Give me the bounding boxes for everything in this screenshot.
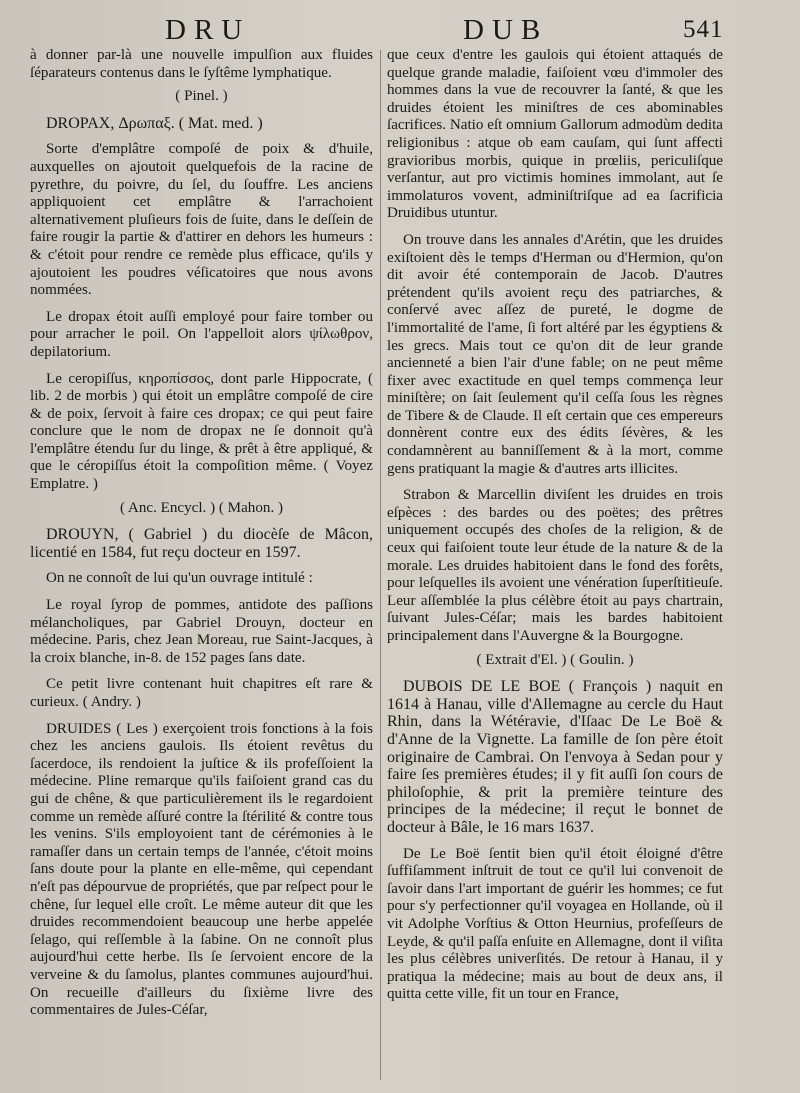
paragraph: De Le Boë ſentit bien qu'il étoit éloigné d'être ſuffiſamment inſtruit de tout ce qu'il lui convenoit de ſavoir dans l'art important de guérir les hommes; ce fut pour s'y perfectionner qu'il voyagea en Hollande, où il vit Adolphe Vorſtius & Otton Heurnius, profeſſeurs de Leyde, & qu'il paſſa enſuite en Allemagne, dont il viſita les plus célèbres univerſités. De retour à Hanau, il y pratiqua la médecine; mais au bout de deux ans, il quitta cette ville, fit un tour en France, bbox=[387, 845, 723, 1003]
right-column bbox=[387, 47, 723, 1087]
header-right-word: DUB bbox=[463, 14, 549, 46]
paragraph: DROUYN, ( Gabriel ) du diocèſe de Mâcon, licentié en 1584, fut reçu docteur en 1597. bbox=[30, 526, 373, 561]
paragraph: DROPAX, Δρωπαξ. ( Mat. med. ) bbox=[46, 114, 263, 132]
page-number: 541 bbox=[683, 16, 724, 43]
paragraph: On trouve dans les annales d'Arétin, que les druides exiſtoient dès le temps d'Herman ou d'Hermion, qu'on dit avoir été contemporain de Jacob. D'autres prétendent qu'ils avoient reçu des patriarches, & conſervé avec aſſez de pureté, le dogme de l'immortalité de l'ame, ſi fort altéré par les égyptiens & les grecs. Mais tout ce qu'on dit de leur grande ancienneté a bien l'air d'une fable; on ne peut même fixer avec exactitude en quel temps commença leur miniſtère; on ſait ſeulement qu'il ceſſa ſous les règnes de Tibere & de Claude. Il eſt certain que ces empereurs donnèrent contre eux des édits ſévères, & les condamnèrent au banniſſement & à la mort, comme gens pratiquant la magie & d'autres arts illicites. bbox=[387, 231, 723, 477]
paragraph: Sorte d'emplâtre compoſé de poix & d'huile, auxquelles on ajoutoit quelquefois de la racine de pyrethre, du poivre, du ſel, du ſouffre. Les anciens appliquoient cet emplâtre & l'arrachoient alternativement pluſieurs fois de ſuite, dans le deſſein de faire rougir la partie & d'attirer en dehors les humeurs : & c'étoit pour rendre ce remède plus efficace, qu'ils y ajoutoient les poudres véſicatoires que nous avons nommées. bbox=[30, 141, 373, 299]
paragraph: que ceux d'entre les gaulois qui étoient attaqués de quelque grande maladie, faiſoient vœu d'immoler des hommes dans la vue de recouvrer la ſanté, & que les druides étoient les miniſtres de ces abominables ſacrifices. Natio eſt omnium Gallorum admodùm dedita religionibus : atque ob eam cauſam, qui ſunt affecti gravioribus morbis, quique in prœliis, periculiſque verſantur, aut pro victimis homines immolant, aut ſe immolaturos vovent, adminiſtriſque ad ea ſacrificia Druidibus utuntur. bbox=[387, 47, 723, 222]
paragraph: à donner par-là une nouvelle impulſion aux fluides ſéparateurs contenus dans le ſyſtême lymphatique. bbox=[30, 47, 373, 81]
running-header bbox=[0, 10, 800, 46]
paragraph: On ne connoît de lui qu'un ouvrage intitulé : bbox=[46, 570, 313, 587]
paragraph: Le royal ſyrop de pommes, antidote des paſſions mélancholiques, par Gabriel Drouyn, docteur en médecine. Paris, chez Jean Moreau, rue Saint-Jacques, à la croix blanche, in-8. de 152 pages ſans date. bbox=[30, 597, 373, 666]
left-column bbox=[30, 47, 373, 1087]
paragraph: DRUIDES ( Les ) exerçoient trois fonctions à la fois chez les anciens gaulois. Ils étoient revêtus du ſacerdoce, ils rendoient la juſtice & ils profeſſoient la médecine. Pline remarque qu'ils faiſoient grand cas du gui de chêne, & que particulièrement ils le regardoient comme un remède aſſuré contre la ſtérilité & contre tous les venins. S'ils employoient tant de cérémonies à le ramaſſer dans un certain temps de l'année, c'étoit moins ſans doute pour la plante en elle-même, qui cependant n'eſt pas dépourvue de propriétés, que par reſpect pour le chêne, ſur lequel elle croît. Le même auteur dit que les druides recommendoient beaucoup une herbe appelée ſelago, qui reſſemble à la ſabine. On ne connoît plus aujourd'hui cette herbe. Ils ſe ſervoient encore de la verveine & du ſamolus, plantes communes aujourd'hui. On recueille d'ailleurs du ſixième livre des commentaires de Jules-Céſar, bbox=[30, 720, 373, 1019]
paragraph: Le dropax étoit auſſi employé pour faire tomber ou pour arracher le poil. On l'appelloit alors ψίλωθρον, depilatorium. bbox=[30, 308, 373, 360]
column-divider bbox=[380, 50, 381, 1080]
author-signature: ( Pinel. ) bbox=[175, 88, 228, 105]
paragraph: Strabon & Marcellin diviſent les druides en trois eſpèces : des bardes ou des poëtes; des prêtres uniquement occupés des choſes de la religion, & de ceux qui faiſoient toute leur étude de la nature & de la morale. Les druides habitoient dans le fond des forêts, pour leſquelles ils avoient une vénération ſuperſtitieuſe. Leur aſſemblée la plus célèbre étoit au pays chartrain, ſuivant Jules-Céſar; mais les bardes habitoient principalement dans l'Auvergne & la Bourgogne. bbox=[387, 487, 723, 644]
author-signature: ( Extrait d'El. ) ( Goulin. ) bbox=[476, 651, 634, 668]
paragraph: Le ceropiſſus, κηροπίσσος, dont parle Hippocrate, ( lib. 2 de morbis ) qui étoit un emplâtre compoſé de cire & de poix, ſervoit à faire ces dropax; ce qui peut faire conclure que le nom de dropax ne ſe donnoit qu'à l'emplâtre étendu ſur du linge, & prêt à être appliqué, & que le céropiſſus étoit la compoſition même. ( Voyez Emplatre. ) bbox=[30, 370, 373, 493]
header-left-word: DRU bbox=[165, 14, 251, 46]
paragraph: DUBOIS DE LE BOE ( François ) naquit en 1614 à Hanau, ville d'Allemagne au cercle du Haut Rhin, dans la Wétéravie, d'Iſaac De Le Boë & d'Anne de la Vignette. La famille de ſon père étoit originaire de Cambrai. On l'envoya à Sedan pour y faire ſes premières études; il y fit auſſi ſon cours de philoſophie, & prit la première teinture des principes de la médecine; il reçut le bonnet de docteur à Bâle, le 16 mars 1637. bbox=[387, 678, 723, 836]
author-signature: ( Anc. Encycl. ) ( Mahon. ) bbox=[119, 499, 284, 516]
paragraph: Ce petit livre contenant huit chapitres eſt rare & curieux. ( Andry. ) bbox=[30, 676, 373, 710]
